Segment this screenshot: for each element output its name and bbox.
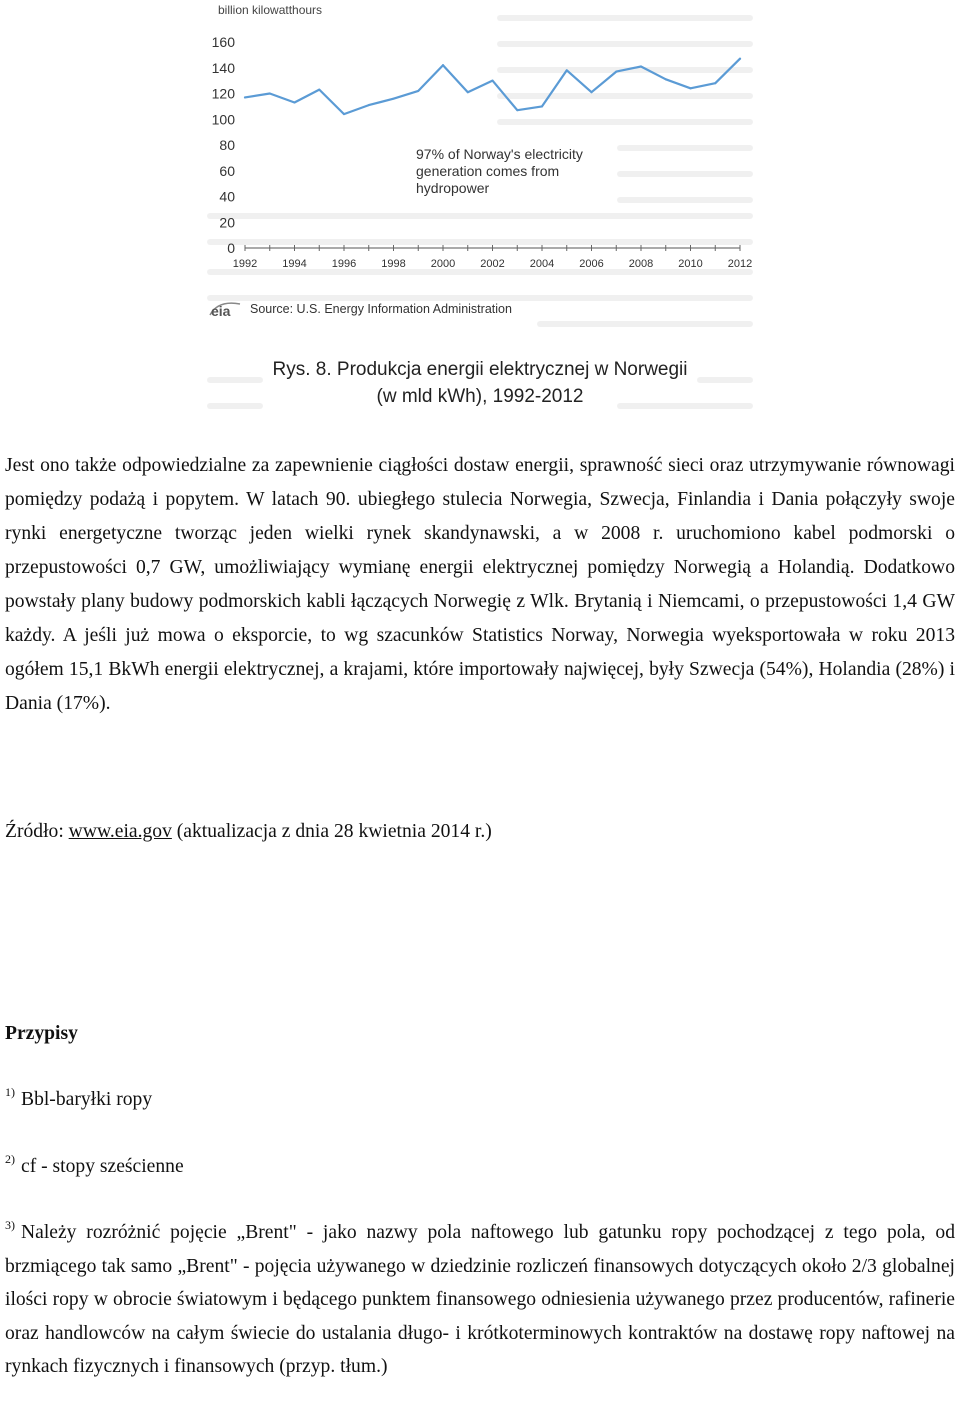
source-suffix: (aktualizacja z dnia 28 kwietnia 2014 r.) [171, 821, 492, 842]
hydropower-annotation: 97% of Norway's electricity generation comes from hydropower [416, 146, 583, 196]
footnote-2-number: 2) [5, 1152, 15, 1166]
data-point [417, 90, 419, 92]
y-tick-label: 60 [219, 162, 235, 179]
source-attribution: Source: U.S. Energy Information Administration [250, 302, 512, 316]
chart-source [208, 300, 512, 318]
footnote-2-text: cf - stopy sześcienne [21, 1156, 184, 1177]
footnote-3-number: 3) [5, 1218, 15, 1232]
eia-link[interactable]: www.eia.gov [68, 821, 172, 842]
x-tick-label: 1998 [381, 258, 406, 270]
data-point [343, 113, 345, 115]
y-tick-label: 160 [211, 34, 235, 50]
footnote-1-text: Bbl-baryłki ropy [21, 1089, 153, 1110]
data-point [665, 78, 667, 80]
data-point [640, 65, 642, 67]
y-axis-unit-label: billion kilowatthours [218, 3, 323, 17]
data-point [318, 89, 320, 91]
data-point [393, 98, 395, 100]
x-tick-label: 1992 [232, 258, 258, 270]
source-prefix: Źródło: [5, 821, 69, 842]
y-tick-label: 100 [211, 111, 235, 128]
data-point [294, 102, 296, 104]
data-point [368, 104, 370, 106]
x-tick-label: 2004 [529, 258, 555, 270]
data-point [467, 91, 469, 93]
data-point [714, 82, 716, 84]
footnote-1-number: 1) [5, 1085, 15, 1099]
production-line-chart [200, 0, 760, 290]
footnote-3-text: Należy rozróżnić pojęcie „Brent" - jako nazwy pola naftowego lub gatunku ropy pochodzącej z tego pola, od brzmiącego tak samo „Brent" - pojęcia używanego w dziedzinie rozliczeń finansowych dotyczących około 2/3 globalnej ilości ropy w obrocie światowym i będącego punktem finansowego odniesienia używanego przez producentów, rafinerie oraz handlowców na całym świecie do ustalania długo- i krótkoterminowych kontraktów na dostawę ropy naftowej na rynkach fizycznych i finansowych (przyp. tłum.) [5, 1222, 955, 1377]
footnote-2 [5, 1150, 955, 1184]
footnote-3 [5, 1216, 955, 1384]
svg-text:eia: eia [211, 303, 231, 318]
data-point [269, 93, 271, 95]
x-tick-label: 2010 [678, 258, 703, 270]
data-point [739, 58, 741, 60]
figure-caption-line-1: Rys. 8. Produkcja energii elektrycznej w Norwegii [272, 359, 688, 380]
x-tick-label: 2008 [628, 258, 654, 270]
y-tick-label: 120 [211, 85, 235, 102]
data-point [244, 96, 246, 98]
x-tick-label: 1996 [331, 258, 357, 270]
y-tick-label: 140 [211, 59, 235, 76]
data-point [492, 80, 494, 82]
eia-logo-icon [208, 300, 242, 318]
x-tick-label: 2006 [579, 258, 604, 270]
y-tick-label: 20 [219, 214, 235, 231]
data-point [591, 91, 593, 93]
x-tick-label: 2012 [727, 258, 753, 270]
data-point [690, 87, 692, 89]
data-point [442, 64, 444, 66]
x-tick-label: 1994 [282, 258, 307, 270]
data-point [615, 71, 617, 73]
data-point [541, 105, 543, 107]
series-line [245, 59, 740, 114]
figure-caption [200, 356, 760, 410]
x-tick-label: 2000 [430, 258, 456, 270]
y-tick-label: 40 [219, 188, 235, 205]
data-point [516, 109, 518, 111]
figure-caption-line-2: (w mld kWh), 1992-2012 [376, 386, 584, 407]
footnotes-heading: Przypisy [5, 1023, 78, 1044]
source-line [5, 815, 492, 849]
body-paragraph: Jest ono także odpowiedzialne za zapewnienie ciągłości dostaw energii, sprawność sieci oraz utrzymywanie równowagi pomiędzy podażą i popytem. W latach 90. ubiegłego stulecia Norwegia, Szwecja, Finlandia i Dania połączyły swoje rynki energetyczne tworząc jeden wielki rynek skandynawski, a w 2008 r. uruchomiono kabel podmorski o przepustowości 0,7 GW, umożliwiający wymianę energii elektrycznej pomiędzy Norwegią a Holandią. Dodatkowo powstały plany budowy podmorskich kabli łączących Norwegię z Wlk. Brytanią i Niemcami, o przepustowości 1,4 GW każdy. A jeśli już mowa o eksporcie, to wg szacunków Statistics Norway, Norwegia wyeksportowała w roku 2013 ogółem 15,1 BkWh energii elektrycznej, a krajami, które importowały najwięcej, były Szwecja (54%), Holandia (28%) i Dania (17%). [5, 455, 955, 714]
x-tick-label: 2002 [480, 258, 505, 270]
y-tick-label: 80 [219, 137, 235, 153]
y-tick-label: 0 [227, 240, 235, 256]
data-point [566, 69, 568, 71]
footnote-1 [5, 1083, 955, 1117]
figure [200, 0, 760, 420]
